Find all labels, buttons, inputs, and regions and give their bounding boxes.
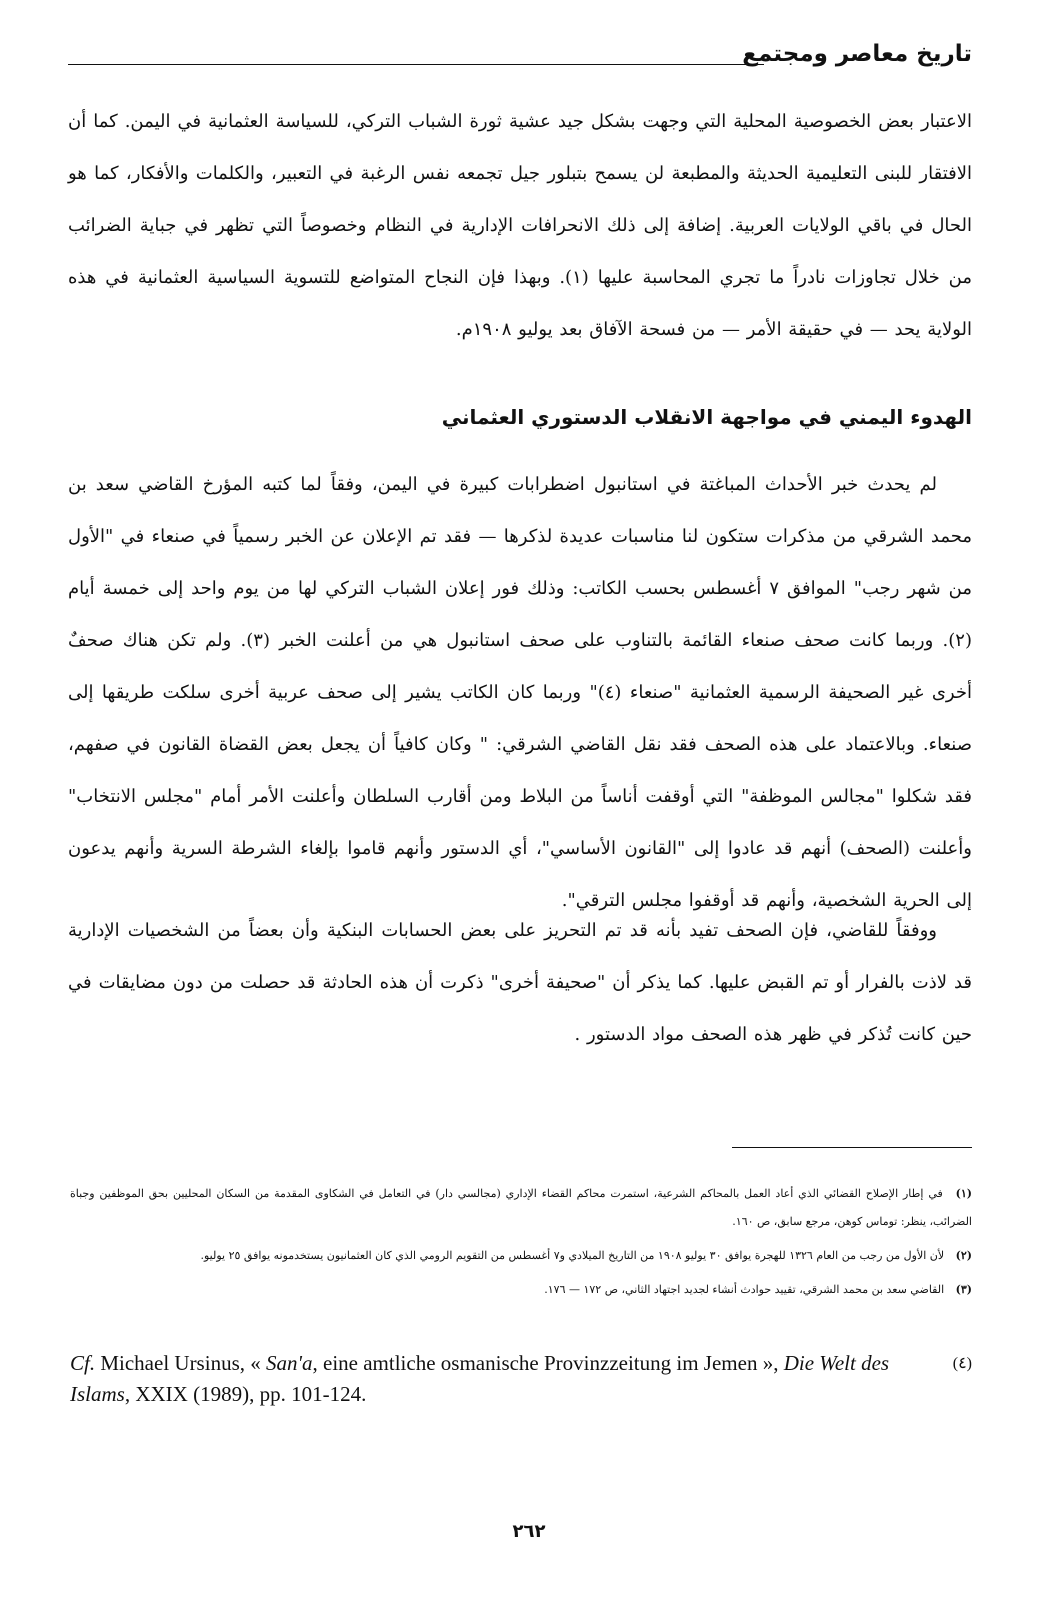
footnote-separator — [732, 1147, 972, 1148]
footnotes — [70, 1180, 972, 1310]
footnote-text-2: لأن الأول من رجب من العام ١٣٢٦ للهجرة يوافق ٣٠ يوليو ١٩٠٨ من التاريخ الميلادي و٧ أغسطس من التقويم الرومي الذي كان العثمانيون يستخدمونه يوافق ٢٥ يوليو. — [200, 1249, 945, 1262]
latin-footnote-prefix: Cf. — [70, 1351, 96, 1375]
footnote-number-1: (١) — [955, 1187, 972, 1200]
footnote-number-4: (٤) — [952, 1355, 972, 1372]
running-header — [68, 40, 972, 74]
latin-footnote-title: San'a — [266, 1351, 313, 1375]
footnote-3 — [70, 1276, 972, 1304]
footnote-text-3: القاضي سعد بن محمد الشرقي، تقييد حوادث أنشاء لجديد اجتهاد الثاني، ص ١٧٢ — ١٧٦. — [544, 1283, 945, 1296]
paragraph-2: لم يحدث خبر الأحداث المباغتة في استانبول اضطرابات كبيرة في اليمن، وفقاً لما كتبه المؤرخ القاضي سعد بن محمد الشرقي من مذكرات ستكون لنا مناسبات عديدة لذكرها — فقد تم الإعلان عن الخبر رسمياً في صنعاء في "الأول من شهر رجب" الموافق ٧ أغسطس بحسب الكاتب: وذلك فور إعلان الشباب التركي لها من يوم واحد إلى خمسة أيام (٢). وربما كانت صحف صنعاء القائمة بالتناوب على صحف استانبول هي من أعلنت الخبر (٣). ولم تكن هناك صحفٌ أخرى غير الصحيفة الرسمية العثمانية "صنعاء (٤)" وربما كان الكاتب يشير إلى صحف عربية أخرى سلكت طريقها إلى صنعاء. وبالاعتماد على هذه الصحف فقد نقل القاضي الشرقي: " وكان كافياً أن يجعل بعض القضاة القانون في صفهم، فقد شكلوا "مجالس الموظفة" التي أوقفت أناساً من البلاط ومن أقارب السلطان وأعلنت الأمر أمام "مجلس الانتخاب" وأعلنت (الصحف) أنهم قد عادوا إلى "القانون الأساسي"، أي الدستور وأنهم قاموا بإلغاء الشرطة السرية وأنهم يدعون إلى الحرية الشخصية، وأنهم قد أوقفوا مجلس الترقي". — [68, 474, 973, 911]
latin-footnote-rest: , eine amtliche osmanische Provinzzeitung im Jemen », — [312, 1351, 779, 1375]
header-rule — [68, 64, 764, 65]
running-head-title: تاريخ معاصر ومجتمع — [742, 41, 972, 67]
footnote-1 — [70, 1180, 972, 1236]
footnote-number-2: (٢) — [955, 1249, 972, 1262]
paragraph-3: ووفقاً للقاضي، فإن الصحف تفيد بأنه قد تم التحريز على بعض الحسابات البنكية وأن بعضاً من الشخصيات الإدارية قد لاذت بالفرار أو تم القبض عليها. كما يذكر أن "صحيفة أخرى" ذكرت أن هذه الحادثة قد حصلت من دون مضايقات في حين كانت تُذكر في ظهر هذه الصحف مواد الدستور . — [68, 920, 972, 1045]
latin-footnote-4 — [70, 1348, 972, 1410]
footnote-text-1: في إطار الإصلاح القضائي الذي أعاد العمل بالمحاكم الشرعية، استمرت محاكم القضاء الإداري (مجالسي دار) في التعامل في الشكاوى المقدمة من السكان المحليين بحق الموظفين وجباة الضرائب، ينظر: توماس كوهن، مرجع سابق، ص ١٦٠. — [70, 1187, 972, 1228]
page-number: ٢٦٢ — [512, 1521, 546, 1542]
latin-footnote-journal: Die Welt des Islams — [70, 1351, 890, 1406]
latin-footnote-author: Michael Ursinus, « — [100, 1351, 261, 1375]
latin-footnote-tail: , XXIX (1989), pp. 101-124. — [124, 1382, 367, 1406]
paragraph-1: الاعتبار بعض الخصوصية المحلية التي وجهت بشكل جيد عشية ثورة الشباب التركي، للسياسة العثمانية في اليمن. كما أن الافتقار للبنى التعليمية الحديثة والمطبعة لن يسمح بتبلور جيل تجمعه نفس الرغبة في التعبير، والكلمات والأفكار، كما هو الحال في باقي الولايات العربية. إضافة إلى ذلك الانحرافات الإدارية في النظام وخصوصاً التي تظهر في جباية الضرائب من خلال تجاوزات نادراً ما تجري المحاسبة عليها (١). وبهذا فإن النجاح المتواضع للتسوية السياسية العثمانية في هذه الولاية يحد — في حقيقة الأمر — من فسحة الآفاق بعد يوليو ١٩٠٨م. — [68, 111, 972, 340]
footnote-2 — [70, 1242, 972, 1270]
footnote-number-3: (٣) — [955, 1283, 972, 1296]
section-heading: الهدوء اليمني في مواجهة الانقلاب الدستوري العثماني — [441, 405, 972, 429]
